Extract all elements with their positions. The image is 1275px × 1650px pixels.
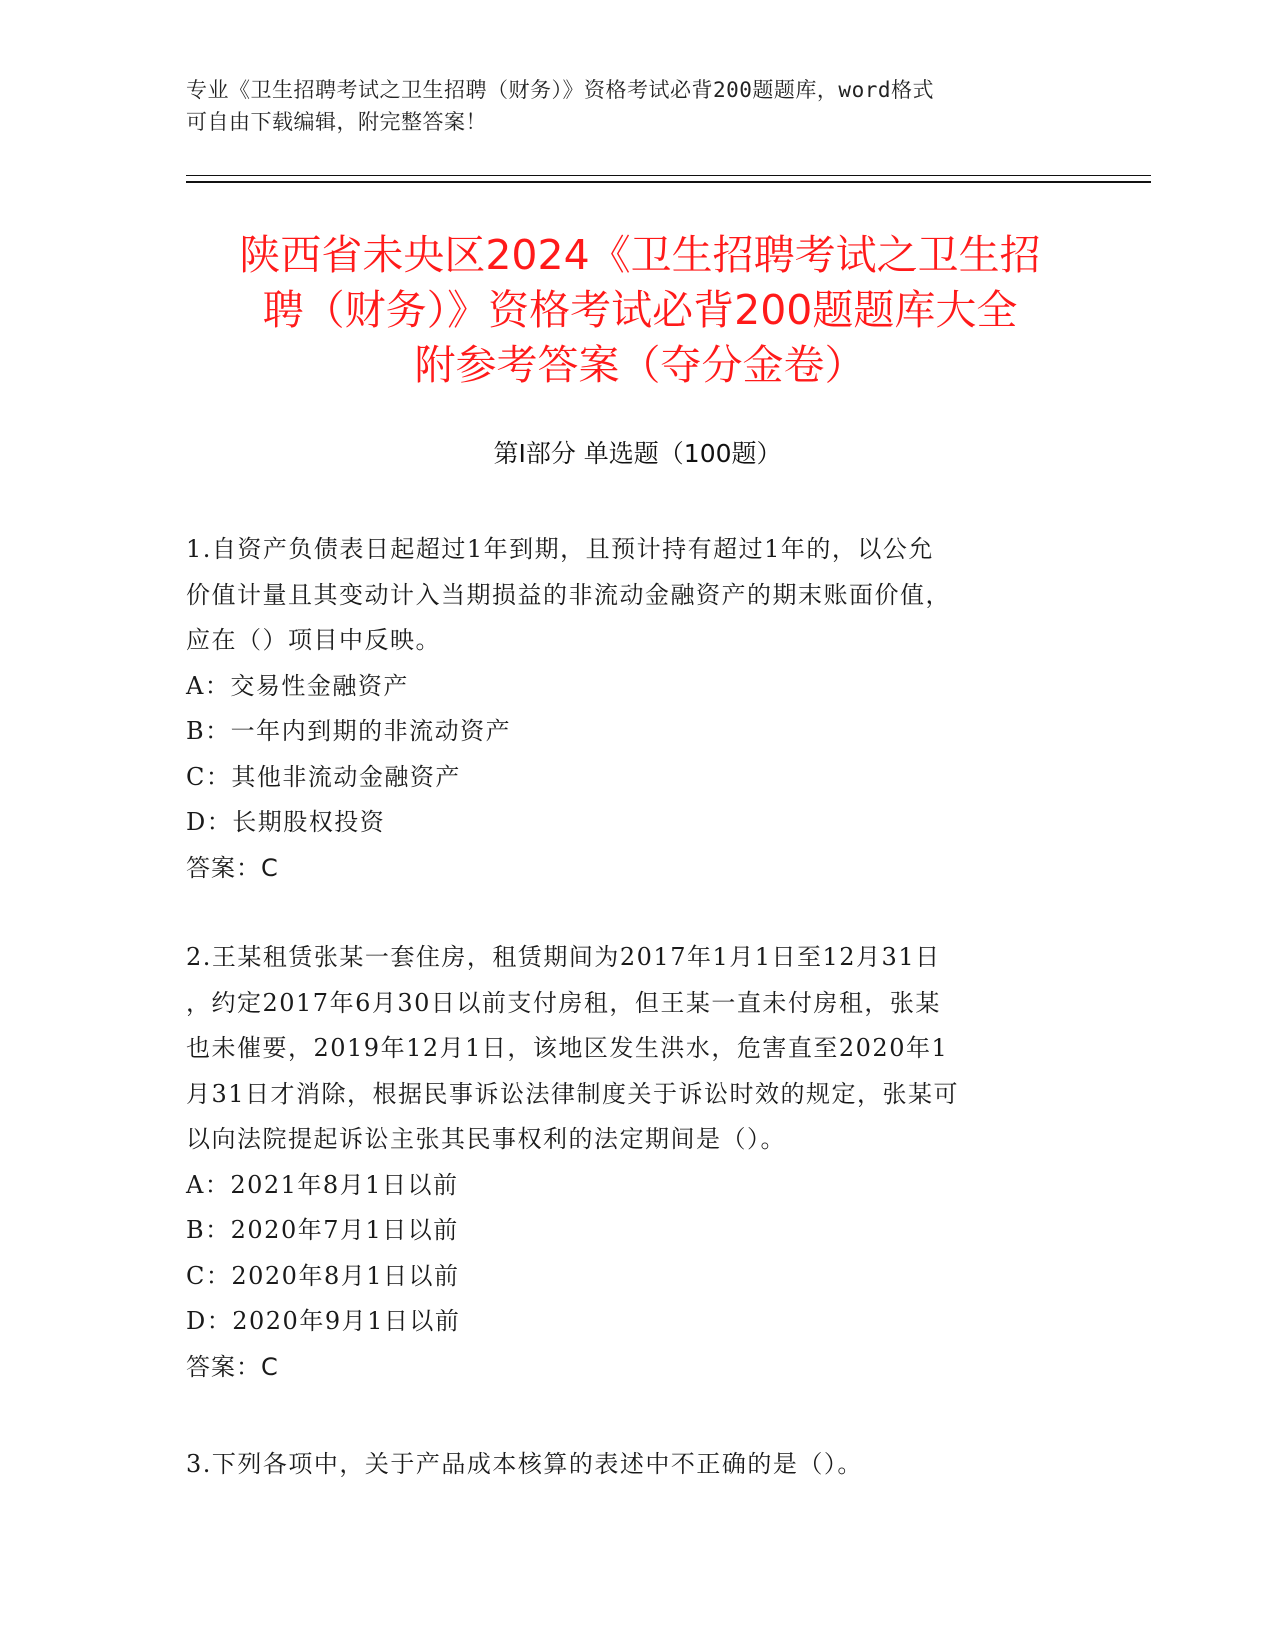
answer: 答案：C <box>186 853 279 882</box>
option-c: C：2020年8月1日以前 <box>186 1261 460 1290</box>
document-title-line: 聘（财务）》资格考试必背200题题库大全 <box>262 286 1018 334</box>
header-divider-thick <box>186 181 1151 183</box>
option-a: A：2021年8月1日以前 <box>186 1170 459 1199</box>
question-1 <box>186 527 1086 891</box>
document-title-line: 附参考答案（夺分金卷） <box>414 341 866 389</box>
document-title-line: 陕西省未央区2024《卫生招聘考试之卫生招 <box>239 231 1041 279</box>
answer: 答案：C <box>186 1352 279 1381</box>
question-stem-line: 月31日才消除，根据民事诉讼法律制度关于诉讼时效的规定，张某可 <box>186 1079 960 1108</box>
option-b: B：2020年7月1日以前 <box>186 1216 459 1244</box>
document-title <box>180 228 1100 393</box>
section-title: 第Ⅰ部分 单选题（100题） <box>493 439 782 468</box>
question-stem-line: 以向法院提起诉讼主张其民事权利的法定期间是（）。 <box>186 1125 786 1153</box>
header-note-line: 专业《卫生招聘考试之卫生招聘（财务）》资格考试必背200题题库，word格式 <box>186 78 934 102</box>
question-stem-line: 应在（）项目中反映。 <box>186 626 441 654</box>
option-c: C：其他非流动金融资产 <box>186 762 461 791</box>
question-2 <box>186 935 1086 1390</box>
question-stem-line: 3.下列各项中，关于产品成本核算的表述中不正确的是（）。 <box>186 1450 863 1478</box>
option-a: A：交易性金融资产 <box>186 671 409 700</box>
header-note <box>186 74 1076 138</box>
question-stem-line: 也未催要，2019年12月1日，该地区发生洪水，危害直至2020年1 <box>186 1034 949 1062</box>
header-divider-thin <box>186 175 1151 176</box>
question-stem-line: 2.王某租赁张某一套住房，租赁期间为2017年1月1日至12月31日 <box>186 943 941 971</box>
question-stem-line: 1.自资产负债表日起超过1年到期，且预计持有超过1年的，以公允 <box>186 535 934 563</box>
option-b: B：一年内到期的非流动资产 <box>186 717 512 745</box>
question-stem-line: ，约定2017年6月30日以前支付房租，但王某一直未付房租，张某 <box>186 988 941 1017</box>
header-note-line: 可自由下载编辑，附完整答案！ <box>186 110 487 134</box>
option-d: D：2020年9月1日以前 <box>186 1307 461 1335</box>
question-3 <box>186 1442 1086 1488</box>
question-stem-line: 价值计量且其变动计入当期损益的非流动金融资产的期末账面价值， <box>186 580 951 609</box>
option-d: D：长期股权投资 <box>186 808 386 836</box>
